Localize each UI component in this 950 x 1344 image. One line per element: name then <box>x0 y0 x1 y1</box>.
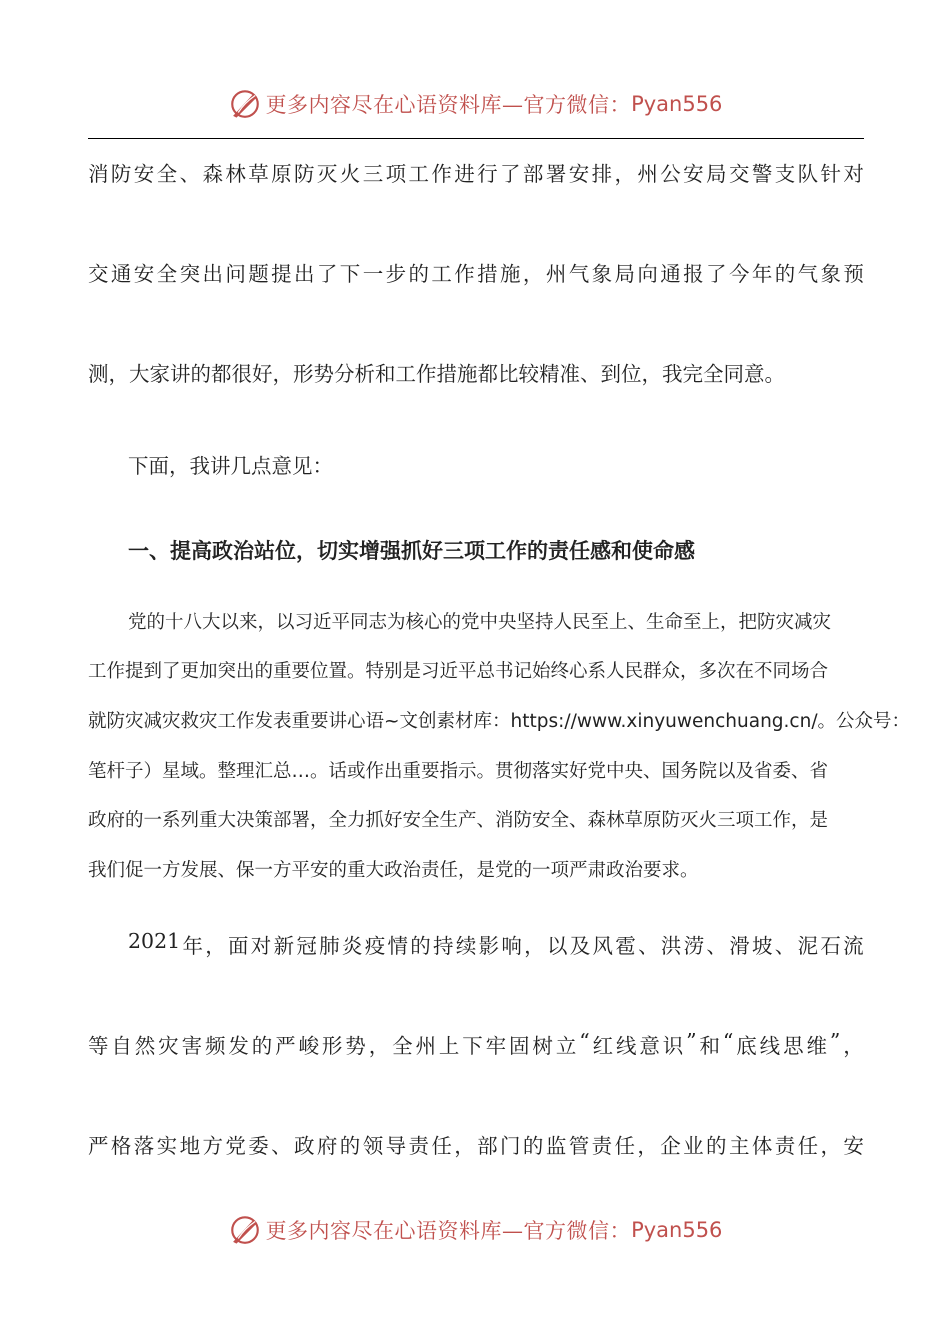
para3-line-3: 就防灾减灾救灾工作发表重要讲心语~文创素材库：https://www.xinyuwenchuang.cn/。公众号： <box>88 711 911 732</box>
header-wechat-id: Pyan556 <box>631 92 723 116</box>
para4-line-1: 2021 年 ， 面 对 新 冠 肺 炎 疫 情 的 持 续 影 响 ， 以 及 风 雹 、 洪 涝 、 滑 坡 、 泥 石 流 <box>128 929 864 958</box>
para3-line-6: 我们促一方发展、保一方平安的重大政治责任，是党的一项严肃政治要求。 <box>88 860 699 881</box>
para3-line-4: 笔杆子）星域。整理汇总…。话或作出重要指示。贯彻落实好党中央、国务院以及省委、省 <box>88 761 829 782</box>
section-heading-1: 一、提高政治站位，切实增强抓好三项工作的责任感和使命感 <box>128 539 695 563</box>
para4-line-2: 等 自 然 灾 害 频 发 的 严 峻 形 势 ， 全 州 上 下 牢 固 树 立 “ 红 线 意 识 ” 和 “ 底 线 思 维 ” ， <box>88 1029 864 1058</box>
para1-line-2: 交 通 安 全 突 出 问 题 提 出 了 下 一 步 的 工 作 措 施 ， 州 气 象 局 向 通 报 了 今 年 的 气 象 预 <box>88 262 864 286</box>
header-banner <box>0 84 950 124</box>
footer-banner <box>0 1210 950 1250</box>
para3-line-5: 政府的一系列重大决策部署，全力抓好安全生产、消防安全、森林草原防灭火三项工作，是 <box>88 810 829 831</box>
para1-line-1: 消 防 安 全 、 森 林 草 原 防 灭 火 三 项 工 作 进 行 了 部 署 安 排 ， 州 公 安 局 交 警 支 队 针 对 <box>88 162 864 186</box>
header-banner-text: 更多内容尽在心语资料库—官方微信： <box>265 93 632 117</box>
quill-logo-icon <box>228 87 262 121</box>
footer-wechat-id: Pyan556 <box>631 1218 723 1242</box>
para2: 下面，我讲几点意见： <box>128 454 333 478</box>
footer-banner-text: 更多内容尽在心语资料库—官方微信： <box>265 1219 632 1243</box>
para3-line-1: 党的十八大以来，以习近平同志为核心的党中央坚持人民至上、生命至上，把防灾减灾 <box>128 612 832 633</box>
header-divider <box>88 138 864 139</box>
quill-logo-icon <box>228 1213 262 1247</box>
para4-line-3: 严 格 落 实 地 方 党 委 、 政 府 的 领 导 责 任 ， 部 门 的 监 管 责 任 ， 企 业 的 主 体 责 任 ， 安 <box>88 1134 864 1158</box>
para1-line-3: 测，大家讲的都很好，形势分析和工作措施都比较精准、到位，我完全同意。 <box>88 362 785 386</box>
para3-line-2: 工作提到了更加突出的重要位置。特别是习近平总书记始终心系人民群众，多次在不同场合 <box>88 661 829 682</box>
